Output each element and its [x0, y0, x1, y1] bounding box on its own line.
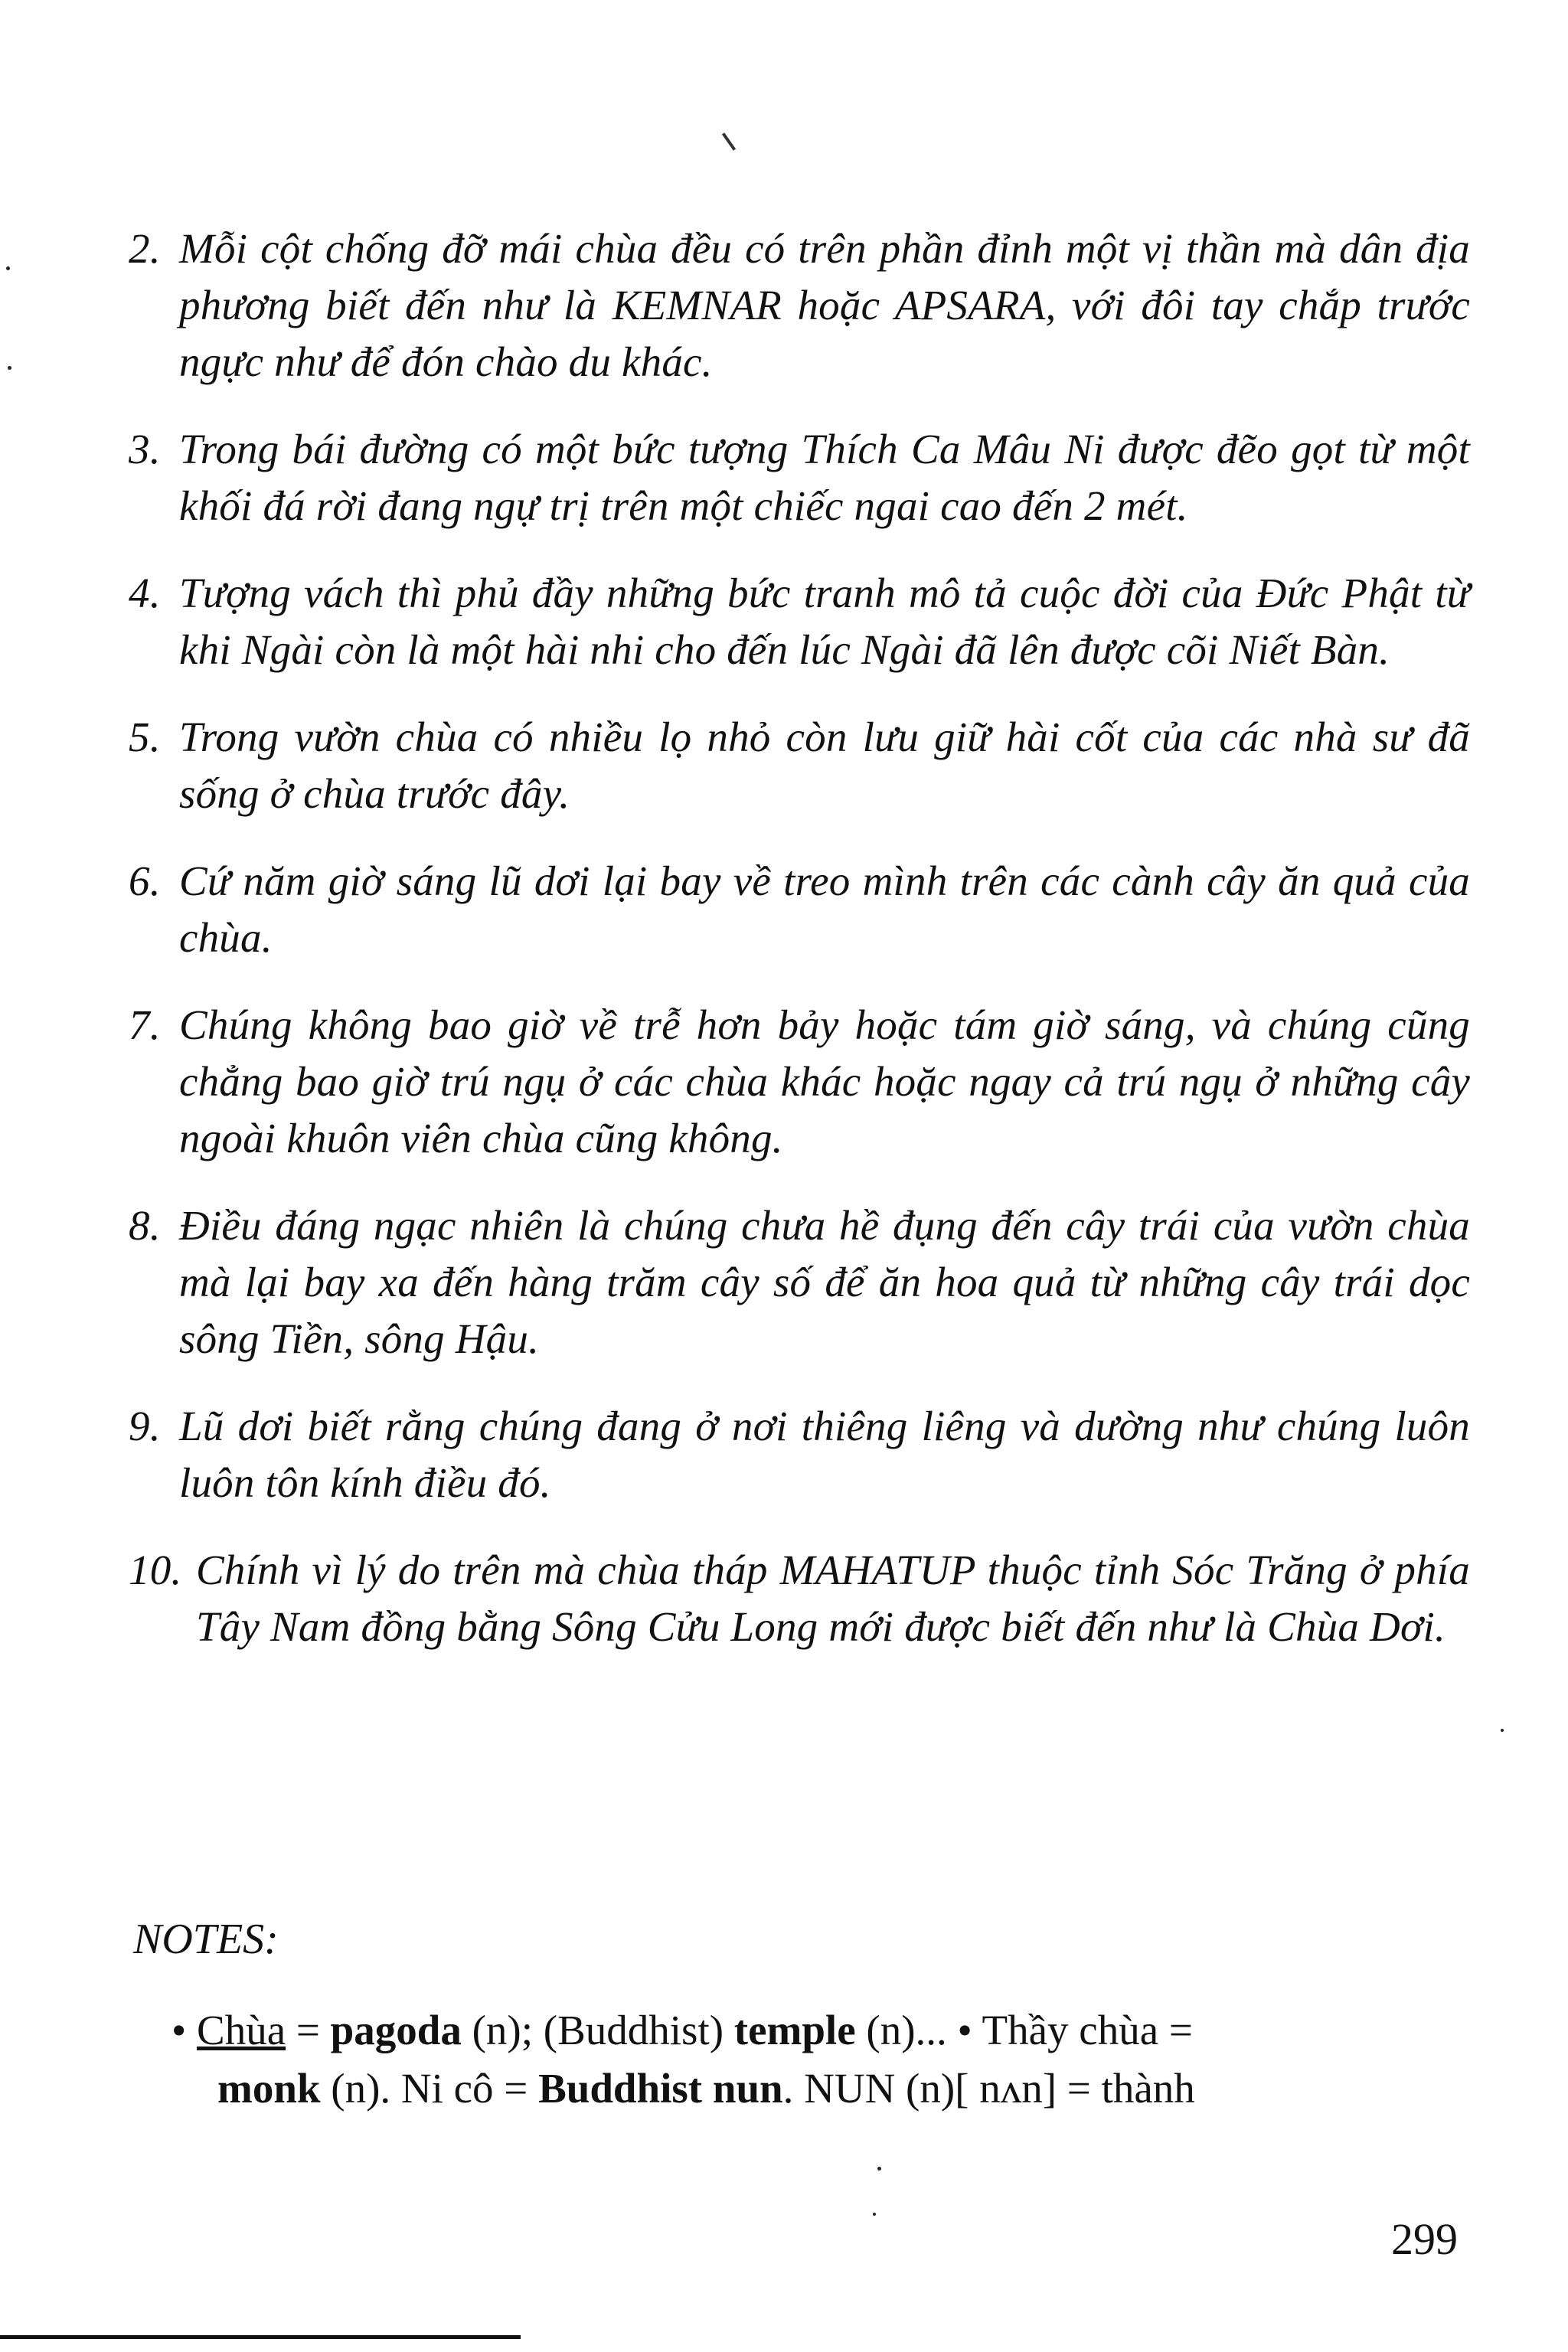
notes-text: =	[286, 2007, 331, 2053]
list-item	[129, 997, 1470, 1167]
scan-speck	[877, 2167, 881, 2171]
bullet: •	[957, 2007, 972, 2053]
item-number: 3.	[129, 426, 161, 472]
scan-speck	[8, 366, 11, 370]
top-mark	[722, 132, 736, 151]
term-monk: monk	[217, 2065, 321, 2112]
item-number: 2.	[129, 225, 161, 272]
item-number: 4.	[129, 570, 161, 616]
notes-text: (n). Ni cô =	[320, 2065, 539, 2112]
list-item	[129, 421, 1470, 534]
list-item	[129, 709, 1470, 822]
item-text: Trong vườn chùa có nhiều lọ nhỏ còn lưu giữ hài cốt của các nhà sư đã sống ở chùa trước đây.	[179, 714, 1470, 817]
list-item	[129, 220, 1470, 390]
list-item	[129, 1197, 1470, 1367]
item-text: Trong bái đường có một bức tượng Thích Ca Mâu Ni được đẽo gọt từ một khối đá rời đang ngự trị trên một chiếc ngai cao đến 2 mét.	[179, 426, 1470, 529]
bullet: •	[172, 2007, 187, 2053]
term-pagoda: pagoda	[330, 2007, 462, 2053]
item-number: 10.	[129, 1547, 182, 1593]
item-number: 9.	[129, 1403, 161, 1449]
notes-line-2	[172, 2060, 1470, 2118]
list-item	[129, 1398, 1470, 1511]
list-item	[129, 853, 1470, 966]
item-text: Cứ năm giờ sáng lũ dơi lại bay về treo mình trên các cành cây ăn quả của chùa.	[179, 858, 1470, 961]
item-text: Chính vì lý do trên mà chùa tháp MAHATUP thuộc tỉnh Sóc Trăng ở phía Tây Nam đồng bằng Sông Cửu Long mới được biết đến như là Chùa Dơi.	[196, 1547, 1470, 1650]
term-temple: temple	[733, 2007, 856, 2053]
numbered-list	[129, 220, 1470, 1686]
term-buddhist-nun: Buddhist nun	[538, 2065, 783, 2112]
list-item	[129, 565, 1470, 678]
item-text: Mỗi cột chống đỡ mái chùa đều có trên phần đỉnh một vị thần mà dân địa phương biết đến như là KEMNAR hoặc APSARA, với đôi tay chắp trước ngực như để đón chào du khác.	[179, 225, 1470, 385]
notes-line-1	[172, 2001, 1470, 2060]
item-number: 8.	[129, 1202, 161, 1249]
item-text: Tượng vách thì phủ đầy những bức tranh mô tả cuộc đời của Đức Phật từ khi Ngài còn là một hài nhi cho đến lúc Ngài đã lên được cõi Niết Bàn.	[179, 570, 1470, 673]
notes-text: Thầy chùa =	[972, 2007, 1193, 2053]
term-chua: Chùa	[197, 2007, 286, 2053]
scan-speck	[873, 2213, 876, 2216]
notes-body	[172, 2001, 1470, 2118]
item-number: 5.	[129, 714, 161, 760]
item-text: Chúng không bao giờ về trễ hơn bảy hoặc tám giờ sáng, và chúng cũng chẳng bao giờ trú ngụ ở các chùa khác hoặc ngay cả trú ngụ ở những cây ngoài khuôn viên chùa cũng không.	[179, 1001, 1470, 1161]
notes-heading: NOTES:	[133, 1916, 279, 1963]
bottom-rule	[0, 2335, 521, 2339]
item-text: Lũ dơi biết rằng chúng đang ở nơi thiêng liêng và dường như chúng luôn luôn tôn kính điều đó.	[179, 1403, 1470, 1506]
item-text: Điều đáng ngạc nhiên là chúng chưa hề đụng đến cây trái của vườn chùa mà lại bay xa đến hàng trăm cây số để ăn hoa quả từ những cây trái dọc sông Tiền, sông Hậu.	[179, 1202, 1470, 1362]
list-item	[129, 1542, 1470, 1655]
page-number: 299	[1391, 2214, 1458, 2264]
notes-text: (n)...	[855, 2007, 958, 2053]
notes-text: . NUN (n)[ nʌn] = thành	[782, 2065, 1195, 2112]
item-number: 6.	[129, 858, 161, 904]
item-number: 7.	[129, 1001, 161, 1048]
scan-speck	[1501, 1729, 1504, 1732]
scan-speck	[6, 266, 10, 270]
notes-text: (n); (Buddhist)	[461, 2007, 734, 2053]
